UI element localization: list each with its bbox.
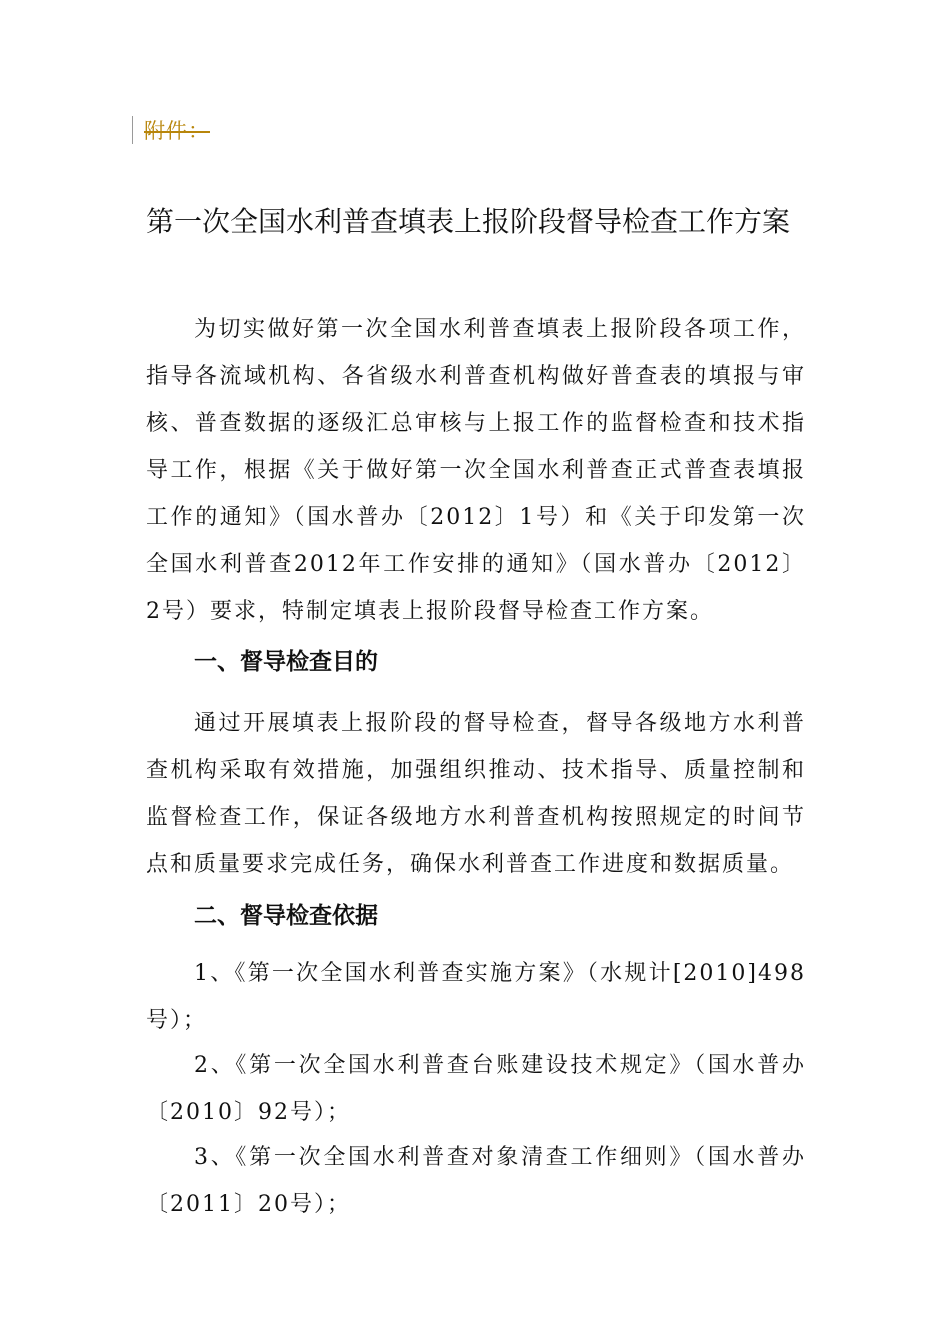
basis-item: 3、《第一次全国水利普查对象清查工作细则》（国水普办〔2011〕20号）； (146, 1145, 806, 1217)
section-one-heading: 一、督导检查目的 (194, 649, 378, 675)
margin-mark (132, 116, 133, 144)
section-one-paragraph: 通过开展填表上报阶段的督导检查，督导各级地方水利普查机构采取有效措施，加强组织推动、技术指导、质量控制和监督检查工作，保证各级地方水利普查机构按照规定的时间节点和质量要求完成任务，确保水利普查工作进度和数据质量。 (146, 711, 806, 877)
intro-paragraph: 为切实做好第一次全国水利普查填表上报阶段各项工作，指导各流域机构、各省级水利普查机构做好普查表的填报与审核、普查数据的逐级汇总审核与上报工作的监督检查和技术指导工作，根据《关于做好第一次全国水利普查正式普查表填报工作的通知》（国水普办〔2012〕1号）和《关于印发第一次全国水利普查2012年工作安排的通知》（国水普办〔2012〕2号）要求，特制定填表上报阶段督导检查工作方案。 (146, 317, 806, 624)
basis-item: 1、《第一次全国水利普查实施方案》（水规计[2010]498号）； (146, 961, 806, 1033)
document-title: 第一次全国水利普查填表上报阶段督导检查工作方案 (146, 205, 791, 238)
attachment-label: 附件： (144, 119, 210, 143)
basis-item: 2、《第一次全国水利普查台账建设技术规定》（国水普办〔2010〕92号）； (146, 1053, 806, 1125)
section-two-heading: 二、督导检查依据 (194, 903, 378, 929)
